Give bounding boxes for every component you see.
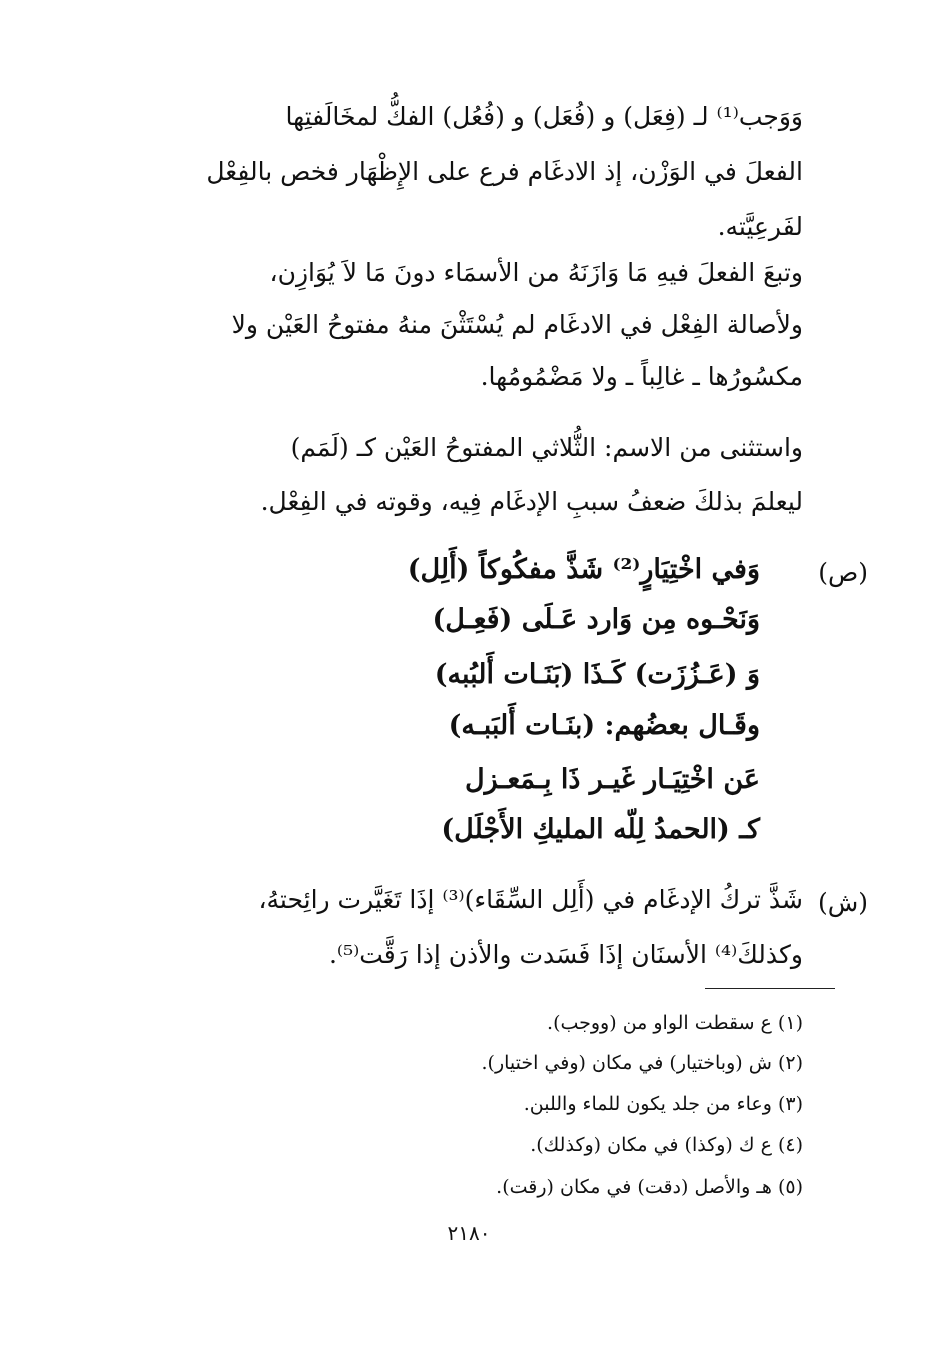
verse-line-3: وَ (عَـزُزَت) كَـذَا (بَنَـات أَلبُبه) xyxy=(434,659,760,690)
footnote-3: (٣) وعاء من جلد يكون للماء واللبن. xyxy=(523,1093,803,1115)
footnote-separator xyxy=(705,988,835,989)
paragraph-1-line-2: الفعلَ في الوَزْن، إذ الادغَام فرع على الإِظْهَار فخص بالفِعْل xyxy=(206,157,803,186)
footnote-5: (٥) هـ والأصل (دقت) في مكان (رقت). xyxy=(496,1176,803,1198)
paragraph-2-line-3: مكسُورُها ـ غالِباً ـ ولا مَضْمُومُها. xyxy=(480,362,803,391)
footnote-2: (٢) ش (وباختيار) في مكان (وفي اختيار). xyxy=(481,1052,803,1074)
verse-line-1: وَفي اخْتِيَارٍ⁽²⁾ شَذَّ مفكُوكاً (أَلِل) xyxy=(407,554,760,585)
verse-label: (ص) xyxy=(818,558,868,587)
paragraph-2-line-2: ولأصالة الفِعْل في الادغَام لم يُسْتَثْنَ منهُ مفتوحُ العَيْن ولا xyxy=(231,310,803,339)
verse-line-6: كـ (الحمدُ لِلّه المليكِ الأَجْلَل) xyxy=(441,814,760,845)
paragraph-2-line-1: وتبعَ الفعلَ فيهِ مَا وَازَنَهُ من الأسمَاء دونَ مَا لاَ يُوَازِن، xyxy=(269,258,803,287)
footnote-1: (١) ع سقطت الواو من (ووجب). xyxy=(547,1012,803,1034)
verse-line-5: عَن اخْتِيَـار غَيـر ذَا بِـمَعـزل xyxy=(464,764,760,795)
verse-line-2: وَنَحْـوه مِن وَارد عَـلَى (فَعِـل) xyxy=(432,604,760,635)
paragraph-3-line-1: واستثنى من الاسم: الثُّلاثي المفتوحُ العَيْن كـ (لَمَم) xyxy=(290,433,803,462)
commentary-line-2: وكذلكَ⁽⁴⁾ الأسنَان إذَا فَسَدت والأذن إذا رَقَّت⁽⁵⁾. xyxy=(328,940,803,969)
commentary-label: (ش) xyxy=(817,888,868,917)
footnote-4: (٤) ع ك (وكذا) في مكان (وكذلك). xyxy=(530,1134,803,1156)
page-number: ٢١٨٠ xyxy=(447,1221,491,1245)
commentary-line-1: شَذَّ تركُ الإدغَام في (أَلِل السِّقَاء)⁽³⁾ إذَا تَغَيَّرت رائِحتهُ، xyxy=(258,885,803,914)
verse-line-4: وقَـال بعضُهم: (بنَـات أَلبَبـه) xyxy=(448,710,760,741)
paragraph-1-line-1: وَوَجب⁽¹⁾ لـ (فِعَل) و (فُعَل) و (فُعُل) الفكُّ لمخَالَفتِها xyxy=(285,102,803,131)
paragraph-1-line-3: لفَرعِيَّته. xyxy=(717,212,803,241)
paragraph-3-line-2: ليعلمَ بذلكَ ضعفُ سببِ الإدغَام فِيه، وقوته في الفِعْل. xyxy=(260,487,803,516)
